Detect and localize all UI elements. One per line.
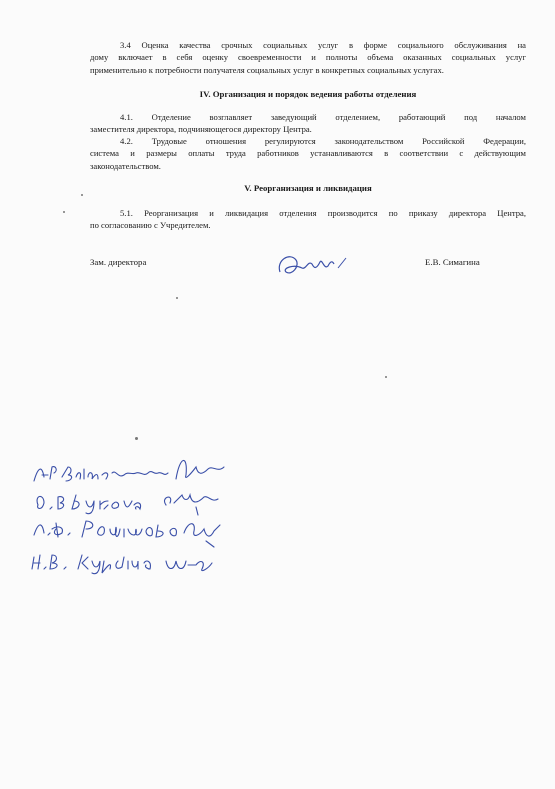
scan-speck <box>81 194 83 196</box>
handwritten-signatures <box>28 445 248 590</box>
paragraph-line: законодательством. <box>90 160 161 171</box>
paragraph-line: система и размеры оплаты труда работников устанавливаются в соответствии с действующим <box>90 148 526 159</box>
paragraph-5-1 <box>90 207 526 232</box>
paragraph-line: заместителя директора, подчиняющегося директору Центра. <box>90 124 312 135</box>
paragraph-line: дому включает в себя оценку своевременности и полноты объема оказанных социальных услуг <box>90 52 526 63</box>
director-signature-scribble <box>272 246 362 289</box>
signature-position: Зам. директора <box>90 257 147 267</box>
paragraph-line: 4.2. Трудовые отношения регулируются законодательством Российской Федерации, <box>120 136 526 146</box>
scan-speck <box>385 376 387 378</box>
section-v-title: V. Реорганизация и ликвидация <box>244 183 372 193</box>
scan-speck <box>135 437 138 440</box>
paragraph-line: 3.4 Оценка качества срочных социальных услуг в форме социального обслуживания на <box>120 40 526 50</box>
signature-name: Е.В. Симагина <box>425 257 480 267</box>
paragraph-line: применительно к потребности получателя социальных услуг в конкретных социальных услугах. <box>90 64 444 75</box>
paragraph-4-1 <box>90 111 526 136</box>
paragraph-4-2 <box>90 135 526 172</box>
scan-speck <box>63 211 65 213</box>
paragraph-line: 5.1. Реорганизация и ликвидация отделения производится по приказу директора Центра, <box>120 208 526 218</box>
paragraph-line: 4.1. Отделение возглавляет заведующий отделением, работающий под началом <box>120 112 526 122</box>
section-iv-title: IV. Организация и порядок ведения работы отделения <box>199 89 417 99</box>
paragraph-line: по согласованию с Учредителем. <box>90 220 211 231</box>
scan-speck <box>176 297 178 299</box>
paragraph-3-4 <box>90 39 526 76</box>
